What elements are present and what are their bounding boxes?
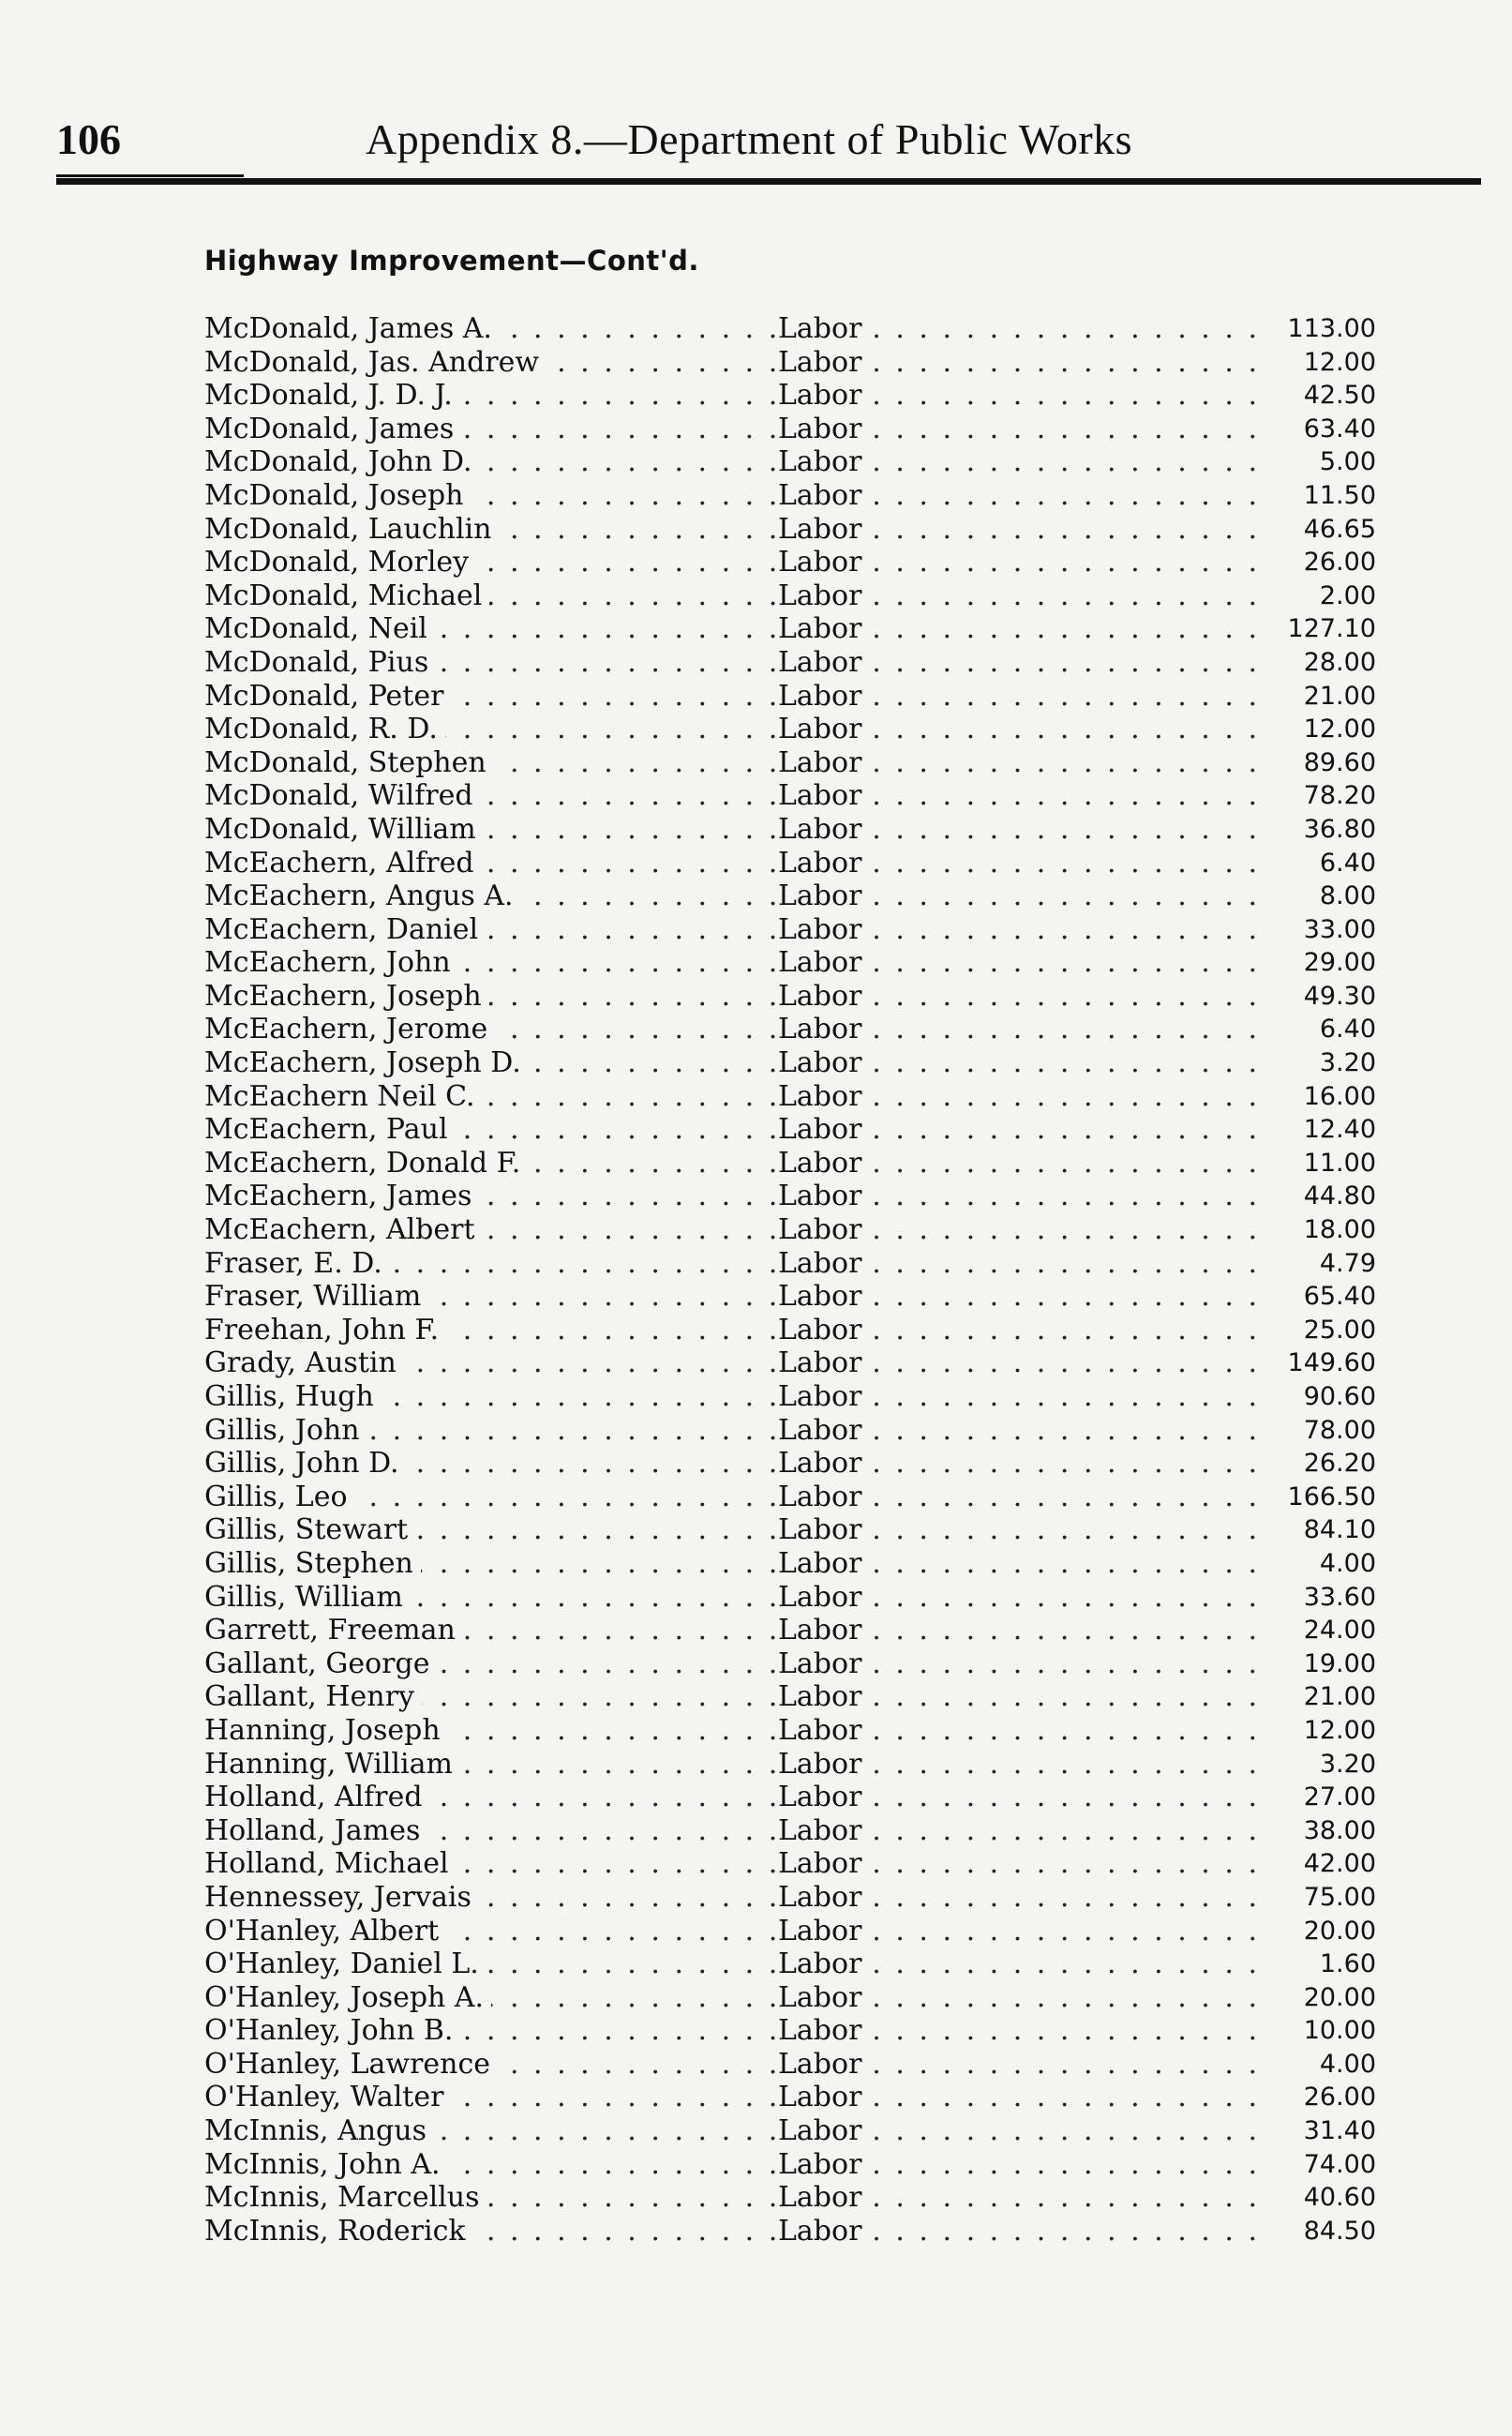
list-item [204,2048,1376,2082]
entry-amount: 46.65 [1264,513,1376,547]
entry-amount: 12.00 [1264,346,1376,380]
entry-type: Labor [778,2114,869,2148]
entry-amount: 75.00 [1264,1881,1376,1915]
entry-name: O'Hanley, Albert [204,1915,446,1948]
entry-amount: 4.00 [1264,1547,1376,1581]
entry-type: Labor [778,312,869,346]
entry-type: Labor [778,1581,869,1615]
list-item [204,1915,1376,1948]
entry-type: Labor [778,612,869,646]
entry-name: McEachern, James [204,1180,479,1213]
entry-name: McInnis, Roderick [204,2215,473,2248]
entry-amount: 84.10 [1264,1513,1376,1547]
list-item [204,1447,1376,1481]
entry-amount: 12.00 [1264,713,1376,746]
entry-name: McEachern, John [204,946,458,980]
entry-amount: 11.00 [1264,1147,1376,1180]
entry-amount: 49.30 [1264,980,1376,1014]
list-item [204,1981,1376,2015]
entry-name: Gillis, Leo [204,1481,355,1514]
entry-type: Labor [778,1847,869,1881]
entry-type: Labor [778,2014,869,2048]
list-item [204,1247,1376,1281]
entry-amount: 3.20 [1264,1046,1376,1080]
entry-type: Labor [778,1647,869,1681]
list-item [204,2215,1376,2248]
list-item [204,1513,1376,1547]
entry-amount: 42.00 [1264,1847,1376,1881]
entry-type: Labor [778,880,869,913]
entry-type: Labor [778,1180,869,1213]
entry-name: Gillis, William [204,1581,411,1615]
list-item [204,1748,1376,1782]
entry-type: Labor [778,847,869,880]
entry-name: Hanning, Joseph [204,1714,448,1748]
entry-amount: 40.60 [1264,2181,1376,2215]
entry-type: Labor [778,379,869,413]
page-header [56,114,1481,180]
entry-amount: 24.00 [1264,1614,1376,1647]
entry-amount: 42.50 [1264,379,1376,413]
list-item [204,2081,1376,2114]
entry-amount: 78.00 [1264,1414,1376,1448]
list-item [204,346,1376,380]
list-item [204,946,1376,980]
entry-name: O'Hanley, John B. [204,2014,460,2048]
entry-type: Labor [778,1046,869,1080]
entry-name: McEachern, Daniel [204,913,486,947]
list-item [204,1614,1376,1647]
entry-type: Labor [778,646,869,680]
entry-type: Labor [778,1447,869,1481]
entry-name: McInnis, Angus [204,2114,434,2148]
entry-amount: 26.00 [1264,2081,1376,2114]
list-item [204,713,1376,746]
entry-type: Labor [778,2048,869,2082]
list-item [204,1814,1376,1848]
list-item [204,646,1376,680]
list-item [204,1013,1376,1046]
entry-amount: 4.79 [1264,1247,1376,1281]
entry-type: Labor [778,680,869,714]
entry-name: O'Hanley, Walter [204,2081,451,2114]
entry-name: McDonald, Lauchlin [204,513,499,547]
entry-type: Labor [778,1680,869,1714]
entry-type: Labor [778,1714,869,1748]
list-item [204,612,1376,646]
entry-name: Hennessey, Jervais [204,1881,479,1915]
entry-amount: 84.50 [1264,2215,1376,2248]
list-item [204,1346,1376,1380]
list-item [204,980,1376,1014]
entry-name: McDonald, Stephen [204,746,494,780]
entry-name: McDonald, Jas. Andrew [204,346,546,380]
entry-amount: 38.00 [1264,1814,1376,1848]
entry-type: Labor [778,1748,869,1782]
entry-name: McInnis, Marcellus [204,2181,487,2215]
entry-type: Labor [778,1614,869,1647]
list-item [204,1314,1376,1347]
list-item [204,1647,1376,1681]
entry-name: Gillis, John D. [204,1447,407,1481]
list-item [204,1280,1376,1314]
list-item [204,479,1376,513]
entry-type: Labor [778,1481,869,1514]
entry-amount: 33.60 [1264,1581,1376,1615]
entry-type: Labor [778,1547,869,1581]
entry-amount: 18.00 [1264,1213,1376,1247]
entry-name: Fraser, William [204,1280,428,1314]
entry-name: McDonald, R. D. [204,713,445,746]
entry-amount: 27.00 [1264,1781,1376,1814]
entry-amount: 20.00 [1264,1915,1376,1948]
entry-amount: 113.00 [1264,312,1376,346]
entry-type: Labor [778,513,869,547]
entry-name: Fraser, E. D. [204,1247,390,1281]
page-number: 106 [56,115,121,163]
entry-amount: 12.00 [1264,1714,1376,1748]
list-item [204,813,1376,847]
entry-amount: 5.00 [1264,445,1376,479]
entry-amount: 26.20 [1264,1447,1376,1481]
entry-type: Labor [778,1080,869,1114]
entry-name: Gallant, George [204,1647,437,1681]
section-heading: Highway Improvement—Cont'd. [204,245,699,277]
entry-type: Labor [778,479,869,513]
entry-type: Labor [778,913,869,947]
entry-type: Labor [778,779,869,813]
list-item [204,2148,1376,2182]
entry-name: McEachern, Alfred [204,847,482,880]
entry-name: McDonald, John D. [204,445,480,479]
entry-name: McDonald, Pius [204,646,436,680]
entry-type: Labor [778,1915,869,1948]
entry-name: Holland, Alfred [204,1781,430,1814]
entry-name: O'Hanley, Daniel L. [204,1947,487,1981]
entry-type: Labor [778,346,869,380]
entry-type: Labor [778,1346,869,1380]
list-item [204,1714,1376,1748]
entry-name: McDonald, Joseph [204,479,471,513]
entry-type: Labor [778,1814,869,1848]
entry-name: Gillis, Hugh [204,1380,382,1414]
entry-name: Gallant, Henry [204,1680,422,1714]
entry-name: McDonald, William [204,813,484,847]
list-item [204,579,1376,613]
list-item [204,2181,1376,2215]
entry-name: McEachern, Albert [204,1213,483,1247]
entry-amount: 12.40 [1264,1113,1376,1147]
entry-type: Labor [778,413,869,446]
entry-amount: 20.00 [1264,1981,1376,2015]
list-item [204,445,1376,479]
list-item [204,2014,1376,2048]
list-item [204,1046,1376,1080]
entry-name: Gillis, Stewart [204,1513,415,1547]
running-title: Appendix 8.—Department of Public Works [366,115,1133,163]
list-item [204,2114,1376,2148]
list-item [204,847,1376,880]
entry-amount: 78.20 [1264,779,1376,813]
entry-type: Labor [778,1013,869,1046]
list-item [204,680,1376,714]
entry-name: McEachern, Joseph [204,980,489,1014]
entry-type: Labor [778,1513,869,1547]
entry-name: Holland, Michael [204,1847,457,1881]
list-item [204,1481,1376,1514]
entry-type: Labor [778,980,869,1014]
entry-amount: 31.40 [1264,2114,1376,2148]
entry-amount: 74.00 [1264,2148,1376,2182]
list-item [204,1113,1376,1147]
entry-amount: 65.40 [1264,1280,1376,1314]
entry-name: McEachern, Angus A. [204,880,521,913]
entry-type: Labor [778,813,869,847]
entry-name: McEachern, Joseph D. [204,1046,529,1080]
list-item [204,779,1376,813]
entry-name: McDonald, James A. [204,312,500,346]
entry-amount: 1.60 [1264,1947,1376,1981]
entry-amount: 4.00 [1264,2048,1376,2082]
entry-amount: 33.00 [1264,913,1376,947]
entry-type: Labor [778,1314,869,1347]
list-item [204,880,1376,913]
list-item [204,1947,1376,1981]
entry-type: Labor [778,2215,869,2248]
entry-name: O'Hanley, Lawrence [204,2048,498,2082]
entry-amount: 149.60 [1264,1346,1376,1380]
entry-type: Labor [778,1947,869,1981]
entry-type: Labor [778,1380,869,1414]
entry-type: Labor [778,546,869,579]
entry-type: Labor [778,2181,869,2215]
entry-amount: 16.00 [1264,1080,1376,1114]
entry-type: Labor [778,1414,869,1448]
entry-amount: 26.00 [1264,546,1376,579]
list-item [204,1847,1376,1881]
list-item [204,1080,1376,1114]
entry-type: Labor [778,1280,869,1314]
entry-type: Labor [778,946,869,980]
entry-amount: 127.10 [1264,612,1376,646]
list-item [204,1581,1376,1615]
entry-amount: 29.00 [1264,946,1376,980]
entry-name: McDonald, Michael [204,579,489,613]
entry-amount: 11.50 [1264,479,1376,513]
entry-type: Labor [778,445,869,479]
entry-amount: 2.00 [1264,579,1376,613]
list-item [204,746,1376,780]
entry-type: Labor [778,713,869,746]
entry-name: Grady, Austin [204,1346,404,1380]
entry-name: McDonald, Neil [204,612,435,646]
entry-amount: 25.00 [1264,1314,1376,1347]
list-item [204,1180,1376,1213]
entry-name: McDonald, Peter [204,680,451,714]
entry-amount: 36.80 [1264,813,1376,847]
entry-amount: 63.40 [1264,413,1376,446]
header-rule [56,178,1481,185]
entry-name: McInnis, John A. [204,2148,448,2182]
entry-amount: 3.20 [1264,1748,1376,1782]
entry-amount: 28.00 [1264,646,1376,680]
entry-type: Labor [778,1981,869,2015]
entry-name: McEachern, Paul [204,1113,456,1147]
entry-name: Garrett, Freeman [204,1614,463,1647]
entry-name: McEachern, Donald F. [204,1147,528,1180]
entry-name: McEachern Neil C. [204,1080,483,1114]
entry-type: Labor [778,746,869,780]
entry-list [204,312,1376,2248]
entry-name: McDonald, Wilfred [204,779,481,813]
entry-amount: 8.00 [1264,880,1376,913]
list-item [204,379,1376,413]
entry-name: Gillis, John [204,1414,367,1448]
list-item [204,1680,1376,1714]
entry-type: Labor [778,1781,869,1814]
entry-name: O'Hanley, Joseph A. [204,1981,491,2015]
entry-name: Freehan, John F. [204,1314,446,1347]
entry-name: McDonald, Morley [204,546,476,579]
entry-name: Gillis, Stephen [204,1547,421,1581]
entry-amount: 90.60 [1264,1380,1376,1414]
list-item [204,1414,1376,1448]
list-item [204,1781,1376,1814]
entry-type: Labor [778,1247,869,1281]
entry-type: Labor [778,1213,869,1247]
entry-amount: 10.00 [1264,2014,1376,2048]
entry-amount: 44.80 [1264,1180,1376,1213]
entry-type: Labor [778,2148,869,2182]
entry-name: Holland, James [204,1814,427,1848]
entry-amount: 6.40 [1264,1013,1376,1046]
list-item [204,513,1376,547]
list-item [204,413,1376,446]
entry-amount: 19.00 [1264,1647,1376,1681]
list-item [204,312,1376,346]
list-item [204,1380,1376,1414]
entry-type: Labor [778,1113,869,1147]
entry-amount: 166.50 [1264,1481,1376,1514]
entry-name: Hanning, William [204,1748,460,1782]
list-item [204,913,1376,947]
entry-amount: 6.40 [1264,847,1376,880]
entry-type: Labor [778,2081,869,2114]
entry-amount: 21.00 [1264,1680,1376,1714]
entry-name: McDonald, James [204,413,461,446]
entry-amount: 21.00 [1264,680,1376,714]
entry-name: McDonald, J. D. J. [204,379,460,413]
entry-type: Labor [778,579,869,613]
list-item [204,1147,1376,1180]
list-item [204,1213,1376,1247]
list-item [204,1881,1376,1915]
entry-type: Labor [778,1881,869,1915]
entry-type: Labor [778,1147,869,1180]
list-item [204,546,1376,579]
entry-name: McEachern, Jerome [204,1013,495,1046]
entry-amount: 89.60 [1264,746,1376,780]
list-item [204,1547,1376,1581]
